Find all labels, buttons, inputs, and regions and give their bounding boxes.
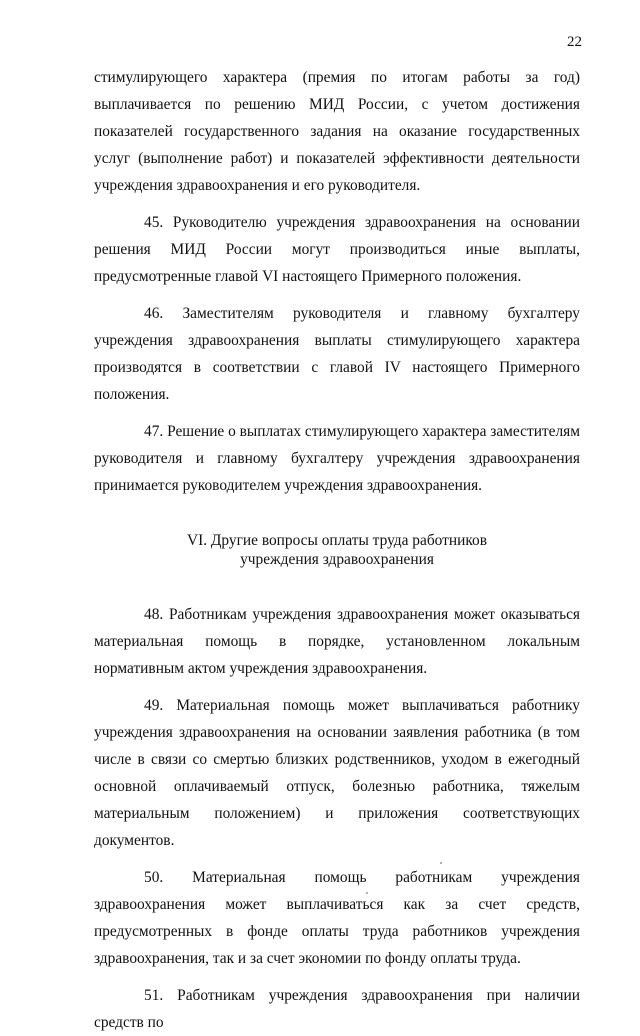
scan-artifact-dot — [440, 862, 442, 864]
paragraph-48: 48. Работникам учреждения здравоохранения может оказываться материальная помощь в порядке, установленном локальным нормативным актом учреждения здравоохранения. — [94, 606, 580, 677]
document-body — [94, 64, 580, 1036]
section-heading-line-1: VI. Другие вопросы оплаты труда работников — [186, 532, 488, 549]
section-heading-line-2: учреждения здравоохранения — [240, 551, 434, 568]
paragraph-47: 47. Решение о выплатах стимулирующего характера заместителям руководителя и главному бухгалтеру учреждения здравоохранения принимается руководителем учреждения здравоохранения. — [94, 423, 580, 494]
paragraph-45: 45. Руководителю учреждения здравоохранения на основании решения МИД России могут производиться иные выплаты, предусмотренные главой VI настоящего Примерного положения. — [94, 214, 580, 285]
section-heading — [94, 531, 580, 569]
paragraph-46: 46. Заместителям руководителя и главному бухгалтеру учреждения здравоохранения выплаты стимулирующего характера производятся в соответствии с главой IV настоящего Примерного положения. — [94, 305, 580, 403]
paragraph-50: 50. Материальная помощь работникам учреждения здравоохранения может выплачиваться как за счет средств, предусмотренных в фонде оплаты труда работников учреждения здравоохранения, так и за счет экономии по фонду оплаты труда. — [94, 869, 580, 967]
paragraph-49: 49. Материальная помощь может выплачиваться работнику учреждения здравоохранения на основании заявления работника (в том числе в связи со смертью близких родственников, уходом в ежегодный основной оплачиваемый отпуск, болезнью работника, тяжелым материальным положением) и приложения соответствующих документов. — [94, 697, 580, 849]
page-number: 22 — [567, 34, 582, 50]
scan-artifact-dot — [366, 892, 368, 894]
paragraph-51: 51. Работникам учреждения здравоохранения при наличии средств по — [94, 987, 580, 1031]
paragraph-44-continuation: стимулирующего характера (премия по итогам работы за год) выплачивается по решению МИД России, с учетом достижения показателей государственного задания на оказание государственных услуг (выполнение работ) и показателей эффективности деятельности учреждения здравоохранения и его руководителя. — [94, 69, 580, 194]
